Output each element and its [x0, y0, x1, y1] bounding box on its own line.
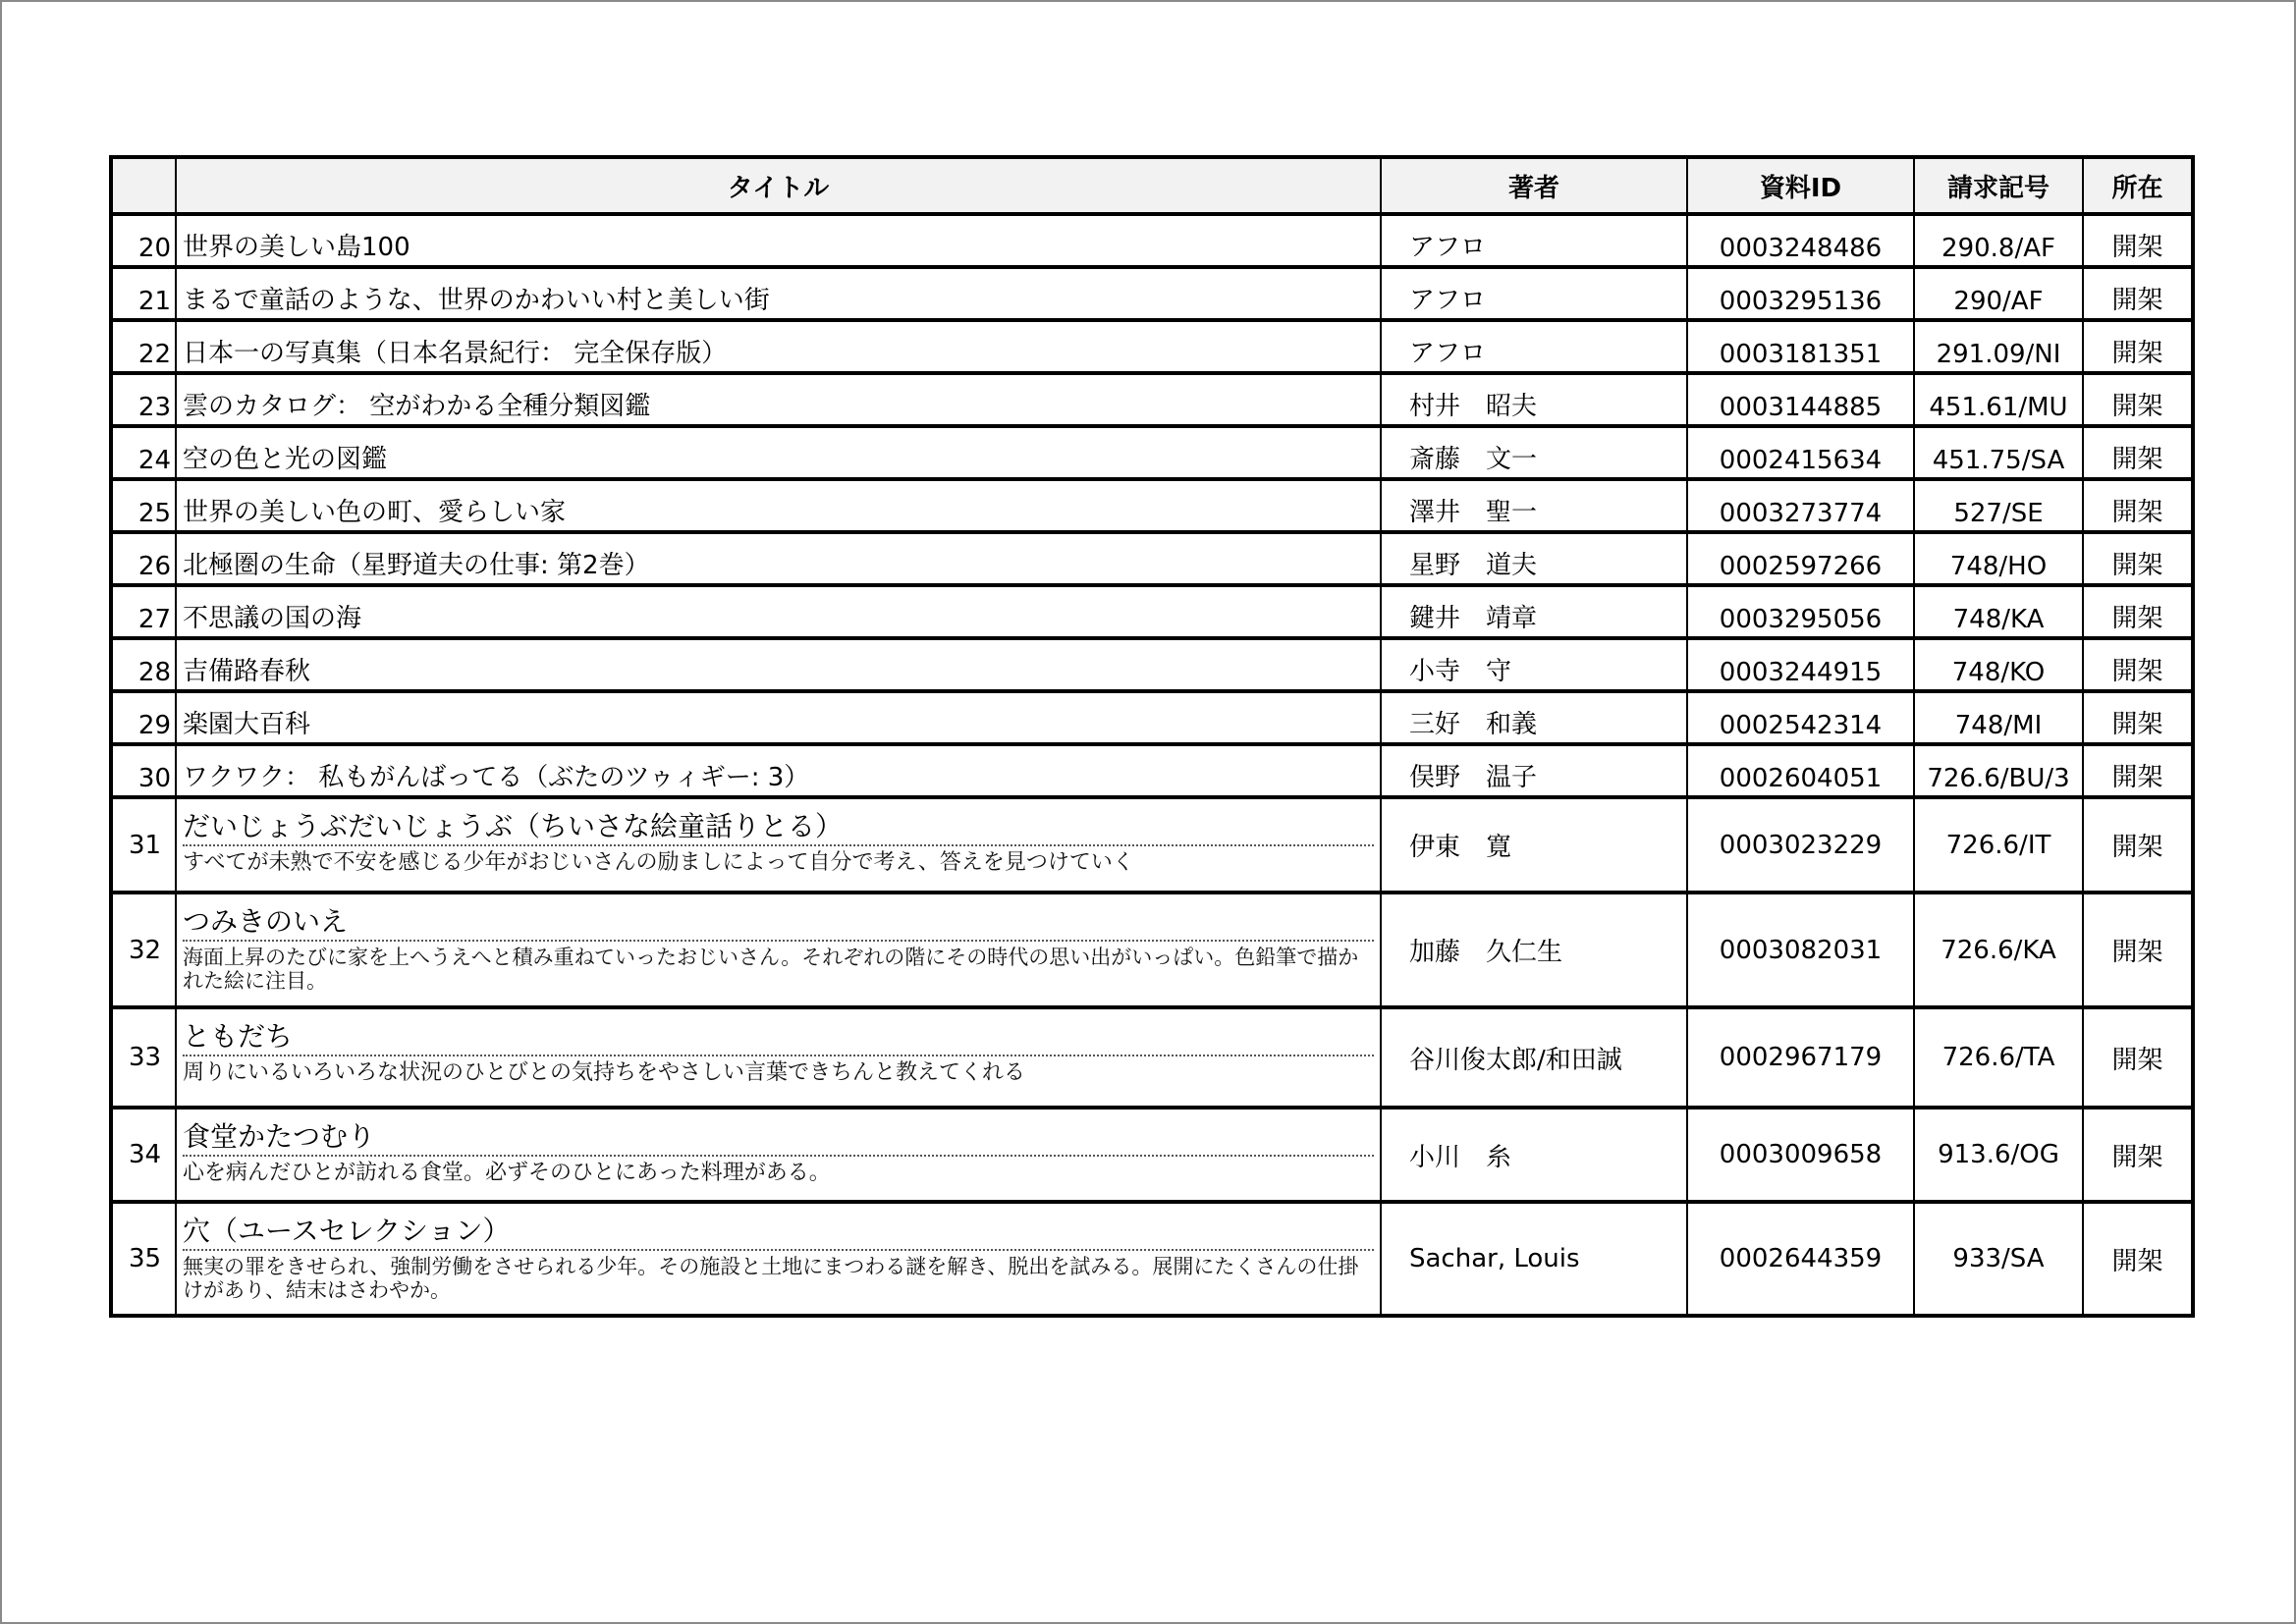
row-number: 35 — [111, 1202, 176, 1316]
table-row — [111, 744, 2193, 797]
book-entry — [176, 893, 1381, 1007]
book-entry — [176, 1108, 1381, 1202]
book-entry — [176, 797, 1381, 893]
resource-id: 0003295056 — [1687, 585, 1914, 638]
book-title: 雲のカタログ： 空がわかる全種分類図鑑 — [176, 373, 1381, 426]
resource-id: 0002967179 — [1687, 1007, 1914, 1108]
book-title: ワクワク： 私もがんばってる（ぶたのツゥィギー: 3） — [176, 744, 1381, 797]
call-number: 726.6/IT — [1914, 797, 2083, 893]
book-author: 谷川俊太郎/和田誠 — [1381, 1007, 1687, 1108]
row-number: 27 — [111, 585, 176, 638]
table-row — [111, 1108, 2193, 1202]
book-title: 食堂かたつむり — [183, 1119, 1374, 1157]
shelf-location: 開架 — [2083, 893, 2193, 1007]
book-title: 楽園大百科 — [176, 691, 1381, 744]
table-row — [111, 532, 2193, 585]
row-number: 30 — [111, 744, 176, 797]
header-row — [111, 157, 2193, 214]
call-number: 291.09/NI — [1914, 320, 2083, 373]
book-description: 心を病んだひとが訪れる食堂。必ずそのひとにあった料理がある。 — [183, 1161, 831, 1185]
shelf-location: 開架 — [2083, 214, 2193, 267]
call-number: 748/KA — [1914, 585, 2083, 638]
table-row — [111, 893, 2193, 1007]
shelf-location: 開架 — [2083, 744, 2193, 797]
book-title: 北極圏の生命（星野道夫の仕事: 第2巻） — [176, 532, 1381, 585]
call-number: 451.75/SA — [1914, 426, 2083, 479]
table-row — [111, 426, 2193, 479]
resource-id: 0003181351 — [1687, 320, 1914, 373]
book-description: 周りにいるいろいろな状況のひとびとの気持ちをやさしい言葉できちんと教えてくれる — [183, 1060, 1026, 1085]
row-number: 33 — [111, 1007, 176, 1108]
shelf-location: 開架 — [2083, 691, 2193, 744]
table-header — [111, 157, 2193, 214]
book-author: 小川 糸 — [1381, 1108, 1687, 1202]
resource-id: 0003082031 — [1687, 893, 1914, 1007]
call-number: 726.6/BU/3 — [1914, 744, 2083, 797]
shelf-location: 開架 — [2083, 1202, 2193, 1316]
book-author: アフロ — [1381, 214, 1687, 267]
row-number: 25 — [111, 479, 176, 532]
row-number: 21 — [111, 267, 176, 320]
book-title: ともだち — [183, 1019, 1374, 1056]
book-author: 加藤 久仁生 — [1381, 893, 1687, 1007]
book-entry — [176, 1007, 1381, 1108]
book-author: 俣野 温子 — [1381, 744, 1687, 797]
resource-id: 0003273774 — [1687, 479, 1914, 532]
resource-id: 0003023229 — [1687, 797, 1914, 893]
book-entry — [176, 1202, 1381, 1316]
shelf-location: 開架 — [2083, 1108, 2193, 1202]
table-row — [111, 638, 2193, 691]
resource-id: 0003295136 — [1687, 267, 1914, 320]
book-author: 星野 道夫 — [1381, 532, 1687, 585]
book-title: 不思議の国の海 — [176, 585, 1381, 638]
shelf-location: 開架 — [2083, 373, 2193, 426]
resource-id: 0002597266 — [1687, 532, 1914, 585]
row-number: 26 — [111, 532, 176, 585]
resource-id: 0002415634 — [1687, 426, 1914, 479]
book-author: アフロ — [1381, 320, 1687, 373]
row-number: 22 — [111, 320, 176, 373]
book-description: 無実の罪をきせられ、強制労働をさせられる少年。その施設と土地にまつわる謎を解き、脱出を試みる。展開にたくさんの仕掛けがあり、結末はさわやか。 — [183, 1255, 1359, 1302]
call-number: 748/MI — [1914, 691, 2083, 744]
table-row — [111, 214, 2193, 267]
table-row — [111, 320, 2193, 373]
header-call-number: 請求記号 — [1914, 157, 2083, 214]
book-author: アフロ — [1381, 267, 1687, 320]
book-title: 穴（ユースセレクション） — [183, 1214, 1374, 1251]
row-number: 32 — [111, 893, 176, 1007]
row-number: 34 — [111, 1108, 176, 1202]
book-title: つみきのいえ — [183, 904, 1374, 942]
call-number: 527/SE — [1914, 479, 2083, 532]
call-number: 726.6/TA — [1914, 1007, 2083, 1108]
resource-id: 0002604051 — [1687, 744, 1914, 797]
row-number: 28 — [111, 638, 176, 691]
book-title: 世界の美しい島100 — [176, 214, 1381, 267]
book-title: 空の色と光の図鑑 — [176, 426, 1381, 479]
book-title: まるで童話のような、世界のかわいい村と美しい街 — [176, 267, 1381, 320]
book-title: 世界の美しい色の町、愛らしい家 — [176, 479, 1381, 532]
call-number: 748/KO — [1914, 638, 2083, 691]
book-title: だいじょうぶだいじょうぶ（ちいさな絵童話りとる） — [183, 809, 1374, 846]
book-list-table — [109, 155, 2195, 1318]
shelf-location: 開架 — [2083, 797, 2193, 893]
resource-id: 0003144885 — [1687, 373, 1914, 426]
header-author: 著者 — [1381, 157, 1687, 214]
table-row — [111, 479, 2193, 532]
header-location: 所在 — [2083, 157, 2193, 214]
table-row — [111, 585, 2193, 638]
resource-id: 0003244915 — [1687, 638, 1914, 691]
call-number: 913.6/OG — [1914, 1108, 2083, 1202]
table-row — [111, 373, 2193, 426]
shelf-location: 開架 — [2083, 479, 2193, 532]
row-number: 29 — [111, 691, 176, 744]
row-number: 20 — [111, 214, 176, 267]
header-number — [111, 157, 176, 214]
table-row — [111, 797, 2193, 893]
row-number: 24 — [111, 426, 176, 479]
row-number: 23 — [111, 373, 176, 426]
table-body — [111, 214, 2193, 1316]
header-resource-id: 資料ID — [1687, 157, 1914, 214]
table-row — [111, 267, 2193, 320]
book-title: 日本一の写真集（日本名景紀行： 完全保存版） — [176, 320, 1381, 373]
call-number: 290.8/AF — [1914, 214, 2083, 267]
book-description: 海面上昇のたびに家を上へうえへと積み重ねていったおじいさん。それぞれの階にその時代の思い出がいっぱい。色鉛筆で描かれた絵に注目。 — [183, 946, 1359, 993]
call-number: 726.6/KA — [1914, 893, 2083, 1007]
book-author: 小寺 守 — [1381, 638, 1687, 691]
table-row — [111, 691, 2193, 744]
shelf-location: 開架 — [2083, 426, 2193, 479]
row-number: 31 — [111, 797, 176, 893]
shelf-location: 開架 — [2083, 585, 2193, 638]
shelf-location: 開架 — [2083, 267, 2193, 320]
book-author: 三好 和義 — [1381, 691, 1687, 744]
book-author: 斎藤 文一 — [1381, 426, 1687, 479]
call-number: 933/SA — [1914, 1202, 2083, 1316]
book-description: すべてが未熟で不安を感じる少年がおじいさんの励ましによって自分で考え、答えを見つけていく — [183, 850, 1134, 875]
book-author: 村井 昭夫 — [1381, 373, 1687, 426]
shelf-location: 開架 — [2083, 532, 2193, 585]
resource-id: 0003009658 — [1687, 1108, 1914, 1202]
book-author: 伊東 寛 — [1381, 797, 1687, 893]
call-number: 451.61/MU — [1914, 373, 2083, 426]
book-title: 吉備路春秋 — [176, 638, 1381, 691]
call-number: 748/HO — [1914, 532, 2083, 585]
shelf-location: 開架 — [2083, 1007, 2193, 1108]
resource-id: 0002542314 — [1687, 691, 1914, 744]
book-author: 澤井 聖一 — [1381, 479, 1687, 532]
resource-id: 0003248486 — [1687, 214, 1914, 267]
shelf-location: 開架 — [2083, 638, 2193, 691]
book-author: 鍵井 靖章 — [1381, 585, 1687, 638]
resource-id: 0002644359 — [1687, 1202, 1914, 1316]
shelf-location: 開架 — [2083, 320, 2193, 373]
header-title: タイトル — [176, 157, 1381, 214]
table-row — [111, 1202, 2193, 1316]
book-author: Sachar, Louis — [1381, 1202, 1687, 1316]
table-row — [111, 1007, 2193, 1108]
call-number: 290/AF — [1914, 267, 2083, 320]
